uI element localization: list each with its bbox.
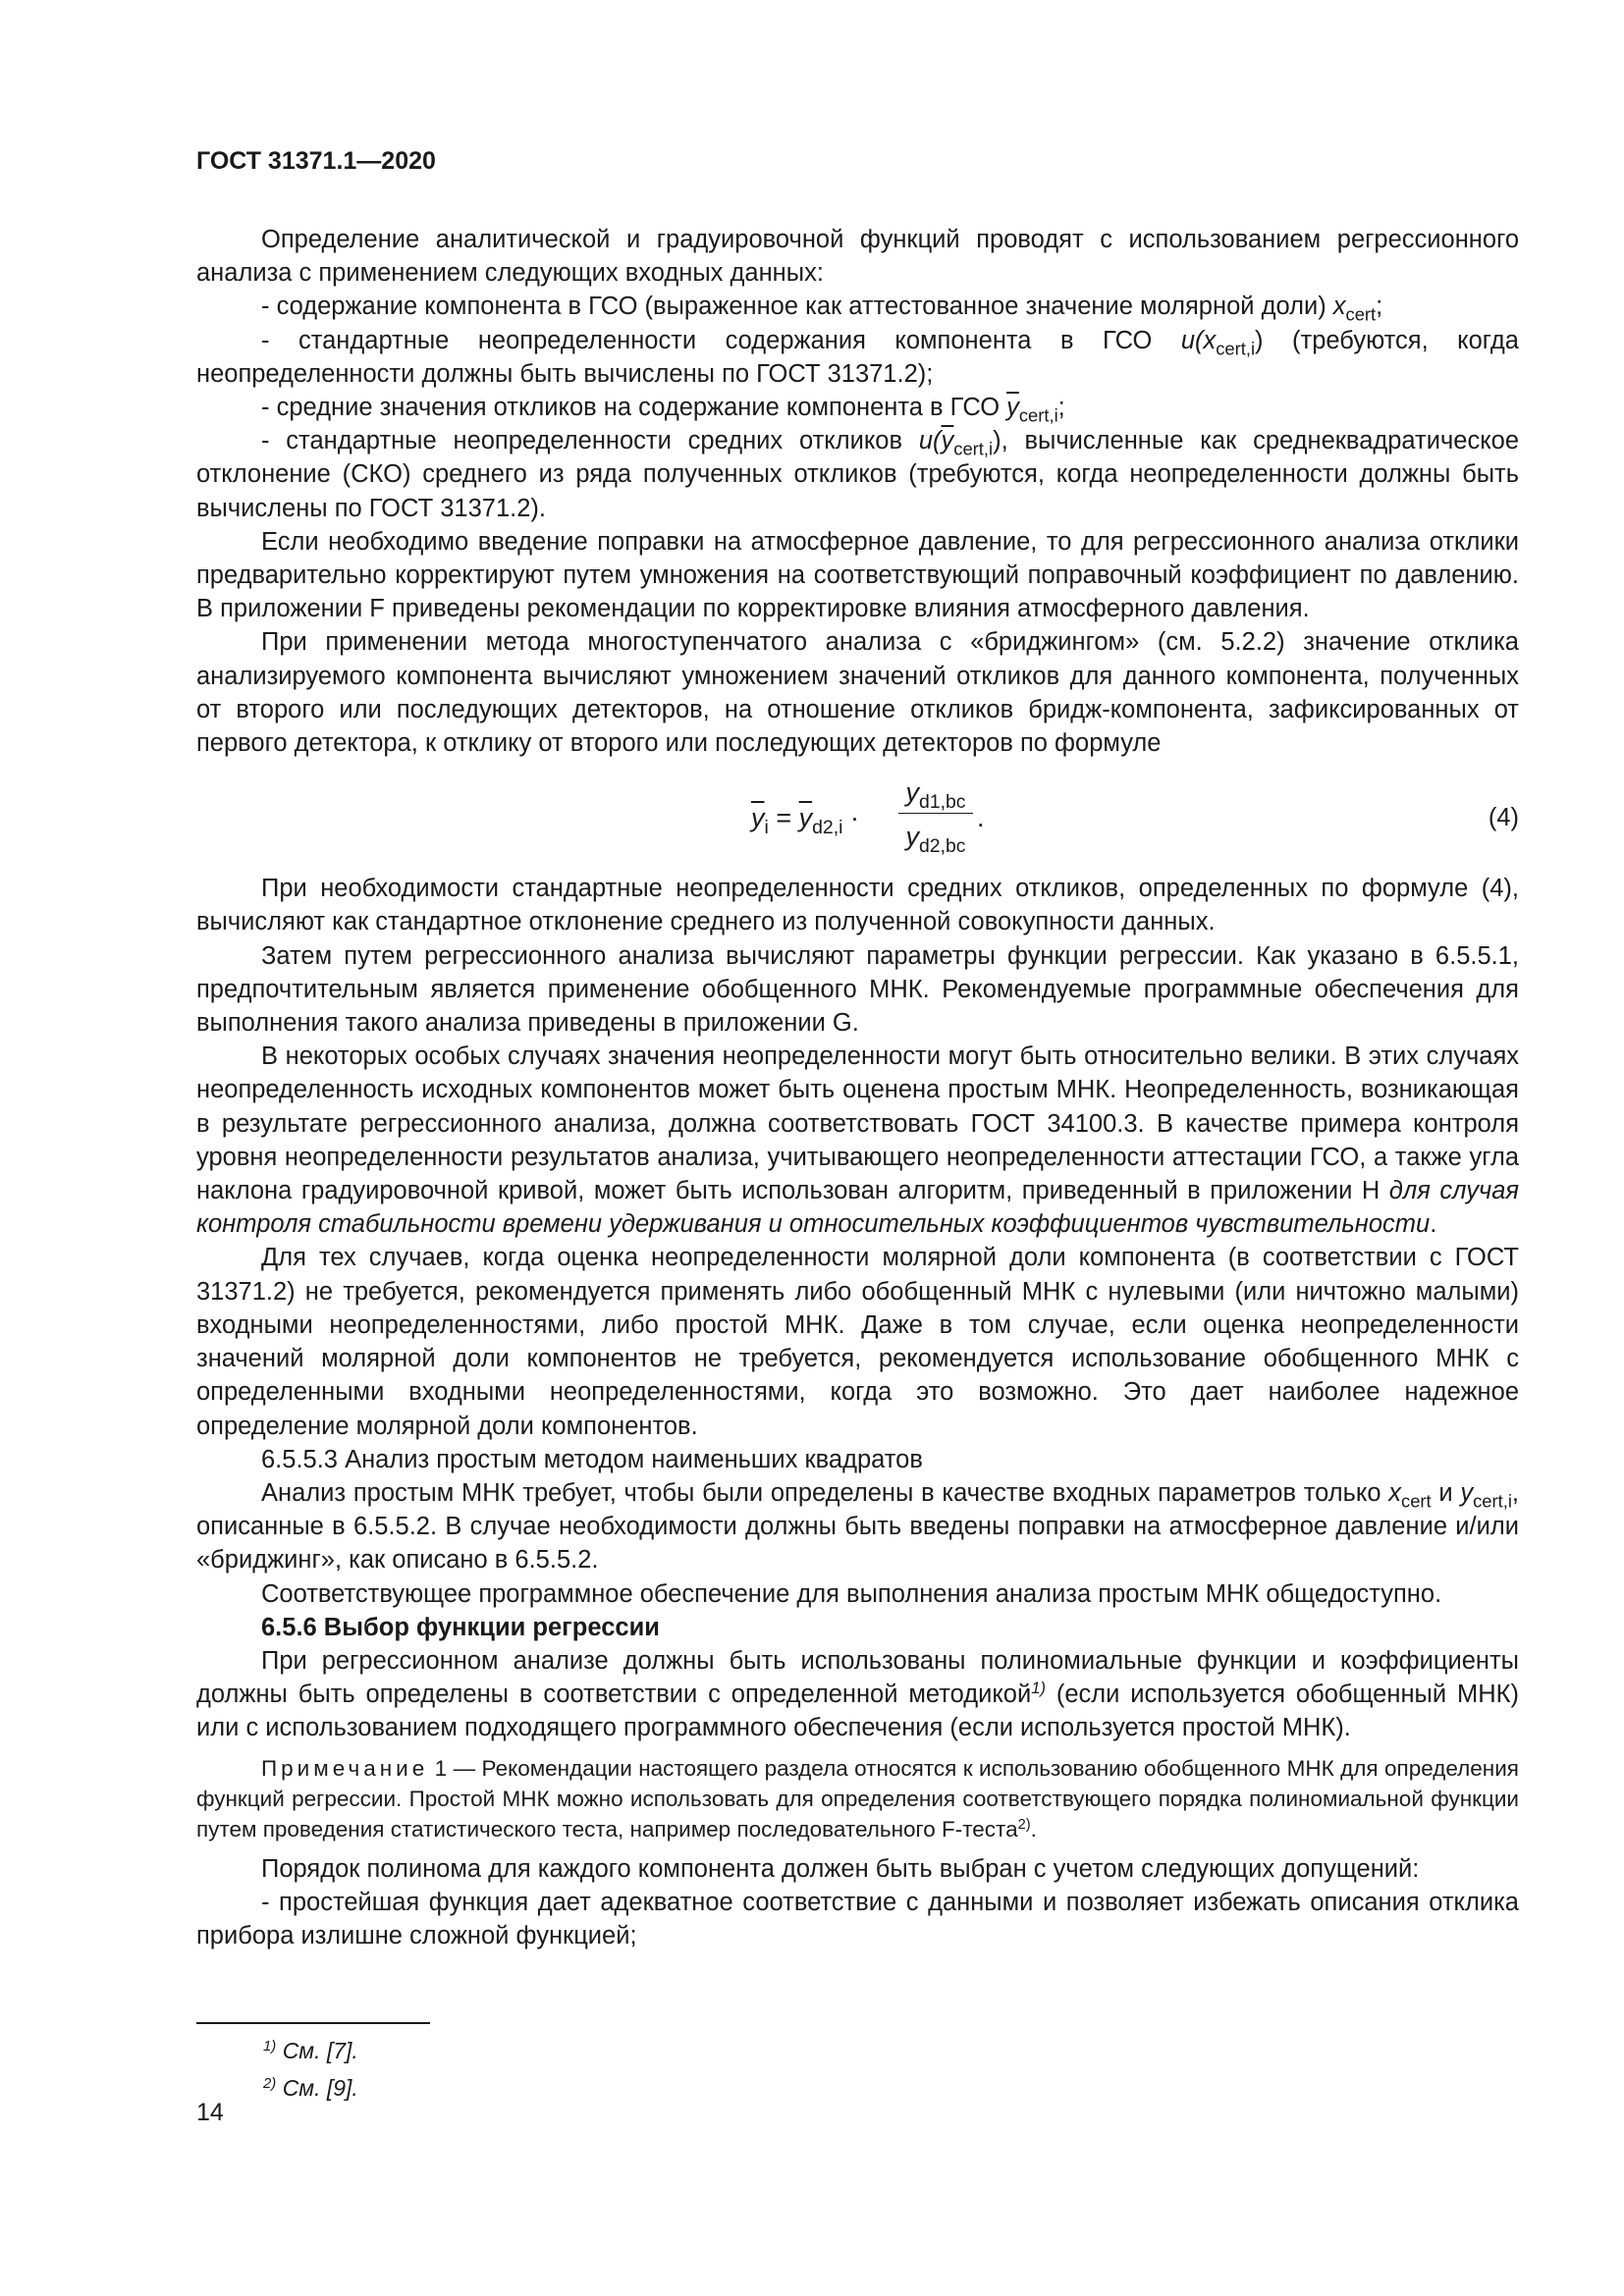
footnotes [263,2032,358,2107]
list-item: - средние значения откликов на содержание компонента в ГСО $\overline{y}_{cert,i}$; [261,394,1065,426]
paragraph: Определение аналитической и градуировочной функций проводят с использованием регрессионного анализа с применением следующих входных данных: [196,226,1519,288]
footnote-divider [196,2022,430,2024]
paragraph: Соответствующее программное обеспечение для выполнения анализа простым МНК общедоступно. [261,1579,1442,1608]
document-body [196,223,1519,1952]
paragraph: В некоторых особых случаях значения неопределенности могут быть относительно велики. В этих случаях неопределенность исходных компонентов может быть оценена простым МНК. Неопределенность, возникающая в результате регрессионного анализа, должна соответствовать ГОСТ 34100.3. В качестве примера контроля уровня неопределенности результатов анализа, учитывающего неопределенности аттестации ГСО, а также угла наклона градуировочной кривой, может быть использован алгоритм, приведенный в приложении Н для случая контроля стабильности времени удерживания и относительных коэффициентов чувствительности. [196,1042,1519,1239]
footnote: $^{1)}$ См. [7]. [263,2037,358,2063]
paragraph: Порядок полинома для каждого компонента должен быть выбран с учетом следующих допущений: [261,1854,1420,1883]
paragraph: Если необходимо введение поправки на атмосферное давление, то для регрессионного анализа отклики предварительно корректируют путем умножения на соответствующий поправочный коэффициент по давлению. В приложении F приведены рекомендации по корректировке влияния атмосферного давления. [196,527,1519,623]
formula-block: $\overline{y}_i = \overline{y}_{d2,i}$ · $\frac{y_{d1,bc}}{y_{d2,bc}}$ . (4) [751,777,1519,858]
paragraph: При необходимости стандартные неопределенности средних откликов, определенных по формуле (4), вычисляют как стандартное отклонение среднего из полученной совокупности данных. [196,875,1519,936]
paragraph: При регрессионном анализе должны быть использованы полиномиальные функции и коэффициенты должны быть определены в соответствии с определенной методикой$^{1)}$ (если используется обобщенный МНК) или с использованием подходящего программного обеспечения (если используется простой МНК). [196,1646,1519,1742]
equation-number: (4) [1488,804,1519,832]
paragraph: Для тех случаев, когда оценка неопределенности молярной доли компонента (в соответствии с ГОСТ 31371.2) не требуется, рекомендуется применять либо обобщенный МНК с нулевыми (или ничтожно малыми) входными неопределенностями, либо простой МНК. Даже в том случае, если оценка неопределенности значений молярной доли компонентов не требуется, рекомендуется использование обобщенного МНК с определенными входными неопределенностями, когда это возможно. Это дает наиболее надежное определение молярной доли компонентов. [196,1244,1519,1440]
formula-fraction: $\frac{y_{d1,bc}}{y_{d2,bc}}$ [898,775,973,853]
note: Примечание 1 — Рекомендации настоящего раздела относятся к использованию обобщенного МНК для определения функций регрессии. Простой МНК можно использовать для определения соответствующего порядка полиномиальной функции путем проведения статистического теста, например последовательного F-теста$^{2)}$. [196,1755,1519,1842]
list-item: - содержание компонента в ГСО (выраженное как аттестованное значение молярной доли) $x_{cert}$; [261,293,1383,325]
list-item: - простейшая функция дает адекватное соответствие с данными и позволяет избежать описания отклика прибора излишне сложной функцией; [196,1888,1519,1949]
list-item: - стандартные неопределенности содержания компонента в ГСО $u(x_{cert,i})$ (требуются, когда неопределенности должны быть вычислены по ГОСТ 31371.2); [196,326,1519,388]
document-header: ГОСТ 31371.1—2020 [196,147,436,175]
footnote: $^{2)}$ См. [9]. [263,2074,358,2101]
subsection-title: 6.5.5.3 Анализ простым методом наименьших квадратов [261,1445,923,1473]
paragraph: При применении метода многоступенчатого анализа с «бриджингом» (см. 5.2.2) значение отклика анализируемого компонента вычисляют умножением значений откликов для данного компонента, полученных от второго или последующих детекторов, на отношение откликов бридж-компонента, зафиксированных от первого детектора, к отклику от второго или последующих детекторов по формуле [196,628,1519,758]
paragraph: Анализ простым МНК требует, чтобы были определены в качестве входных параметров только $x_{cert}$ и $y_{cert,i}$, описанные в 6.5.5.2. В случае необходимости должны быть введены поправки на атмосферное давление и/или «бриджинг», как описано в 6.5.5.2. [196,1478,1519,1575]
page-number: 14 [196,2099,224,2126]
section-heading: 6.5.6 Выбор функции регрессии [261,1613,660,1641]
paragraph: Затем путем регрессионного анализа вычисляют параметры функции регрессии. Как указано в 6.5.5.1, предпочтительным является применение обобщенного МНК. Рекомендуемые программные обеспечения для выполнения такого анализа приведены в приложении G. [196,941,1519,1038]
list-item: - стандартные неопределенности средних откликов $u(\overline{y}_{cert,i})$, вычисленные как среднеквадратическое отклонение (СКО) среднего из ряда полученных откликов (требуются, когда неопределенности должны быть вычислены по ГОСТ 31371.2). [196,427,1519,522]
